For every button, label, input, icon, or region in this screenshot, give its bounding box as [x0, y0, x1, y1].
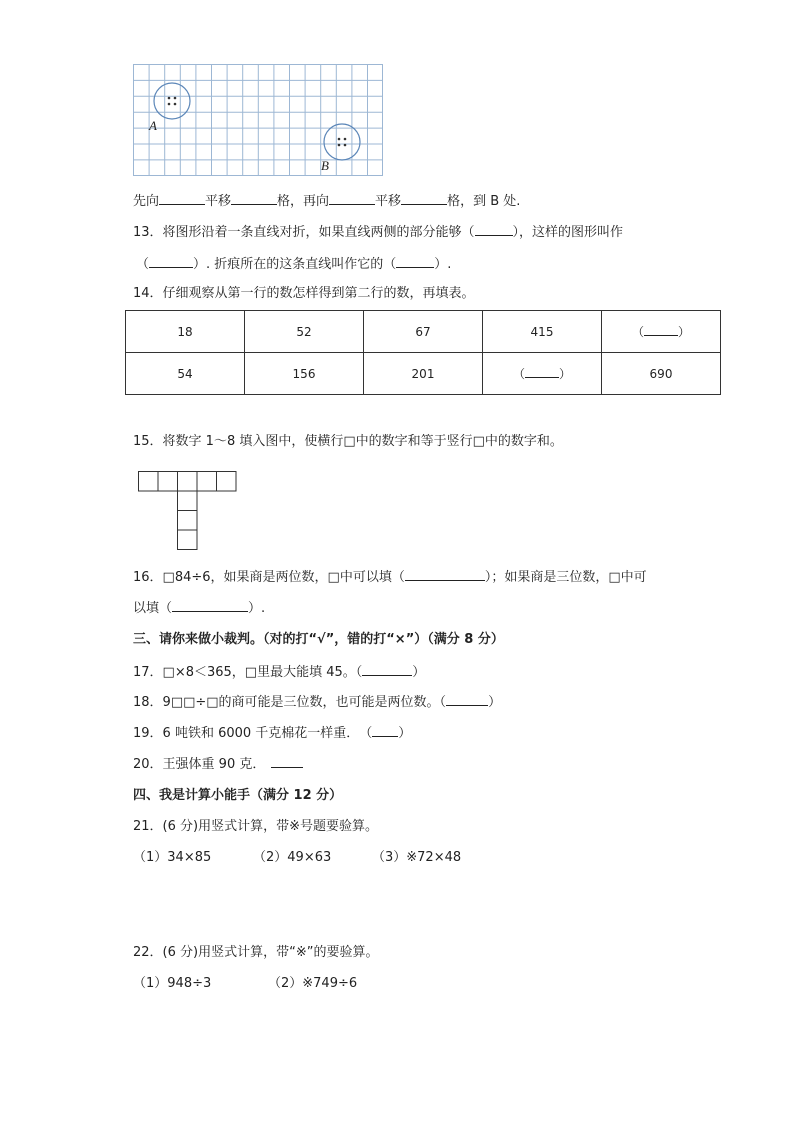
- table-cell: 201: [364, 353, 483, 395]
- q13-line-1: 13．将图形沿着一条直线对折，如果直线两侧的部分能够（ ），这样的图形叫作: [133, 225, 624, 240]
- q14-prompt: 14．仔细观察从第一行的数怎样得到第二行的数，再填表。: [133, 286, 475, 301]
- box: [178, 491, 198, 511]
- table-cell-blank[interactable]: （ ）: [483, 353, 602, 395]
- q16-blank-1[interactable]: [405, 568, 485, 581]
- q19-blank[interactable]: [372, 724, 398, 737]
- q22-item-1: （1）948÷3: [133, 976, 212, 991]
- section-4-title: 四、我是计算小能手（满分 12 分）: [133, 788, 343, 803]
- q12-blank-2[interactable]: [231, 192, 277, 205]
- number-table: [125, 310, 721, 395]
- q17: 17．□×8＜365，□里最大能填 45。（ ）: [133, 665, 426, 680]
- box: [178, 530, 198, 550]
- table-cell: 54: [126, 353, 245, 395]
- q16-line-1: 16．□84÷6，如果商是两位数，□中可以填（ ）；如果商是三位数，□中可: [133, 570, 647, 585]
- q21-item-1: （1）34×85: [133, 850, 212, 865]
- section-3-title: 三、请你来做小裁判。（对的打“√”，错的打“×”）（满分 8 分）: [133, 632, 504, 647]
- translation-grid-figure: [133, 64, 383, 176]
- q13-line-2: （ ）. 折痕所在的这条直线叫作它的（ ）.: [136, 257, 452, 272]
- point-a-label: A: [149, 118, 157, 133]
- table-cell: 67: [364, 311, 483, 353]
- q20: 20．王强体重 90 克．: [133, 755, 303, 774]
- q12-blank-4[interactable]: [401, 192, 447, 205]
- box: [158, 472, 178, 492]
- box: [217, 472, 237, 492]
- q16-line-2: 以填（ ）.: [133, 601, 266, 616]
- box: [197, 472, 217, 492]
- box: [178, 472, 198, 492]
- point-b-label: B: [321, 158, 329, 173]
- q13-blank-1[interactable]: [475, 223, 513, 236]
- table-cell-blank[interactable]: （ ）: [602, 311, 721, 353]
- box: [178, 511, 198, 531]
- table-cell: 52: [245, 311, 364, 353]
- q13-blank-2[interactable]: [149, 255, 193, 268]
- q21-item-2: （2）49×63: [253, 850, 332, 865]
- q22-item-2: （2）※749÷6: [268, 976, 358, 991]
- circle-a: [154, 83, 190, 119]
- q12-blank-3[interactable]: [329, 192, 375, 205]
- q20-blank[interactable]: [271, 755, 303, 768]
- table-cell: 18: [126, 311, 245, 353]
- q18: 18．9□□÷□的商可能是三位数，也可能是两位数。（ ）: [133, 695, 502, 710]
- table-cell: 415: [483, 311, 602, 353]
- q12-blank-1[interactable]: [159, 192, 205, 205]
- t-shaped-boxes: [138, 471, 240, 551]
- q21-prompt: 21．(6 分)用竖式计算，带※号题要验算。: [133, 819, 378, 834]
- circle-b: [324, 124, 360, 160]
- q19: 19．6 吨铁和 6000 千克棉花一样重． （ ）: [133, 726, 412, 741]
- table-cell: 690: [602, 353, 721, 395]
- q18-blank[interactable]: [446, 693, 488, 706]
- q13-blank-3[interactable]: [396, 255, 434, 268]
- q22-prompt: 22．(6 分)用竖式计算，带“※”的要验算。: [133, 945, 379, 960]
- box: [139, 472, 159, 492]
- table-row-2: [126, 353, 721, 395]
- q12-answer-line: 先向 平移 格，再向 平移 格，到 B 处.: [133, 194, 521, 209]
- q21-item-3: （3）※72×48: [372, 850, 462, 865]
- q15-prompt: 15．将数字 1～8 填入图中，使横行□中的数字和等于竖行□中的数字和。: [133, 434, 563, 449]
- table-cell: 156: [245, 353, 364, 395]
- table-row-1: [126, 311, 721, 353]
- q16-blank-2[interactable]: [172, 599, 248, 612]
- q17-blank[interactable]: [362, 663, 412, 676]
